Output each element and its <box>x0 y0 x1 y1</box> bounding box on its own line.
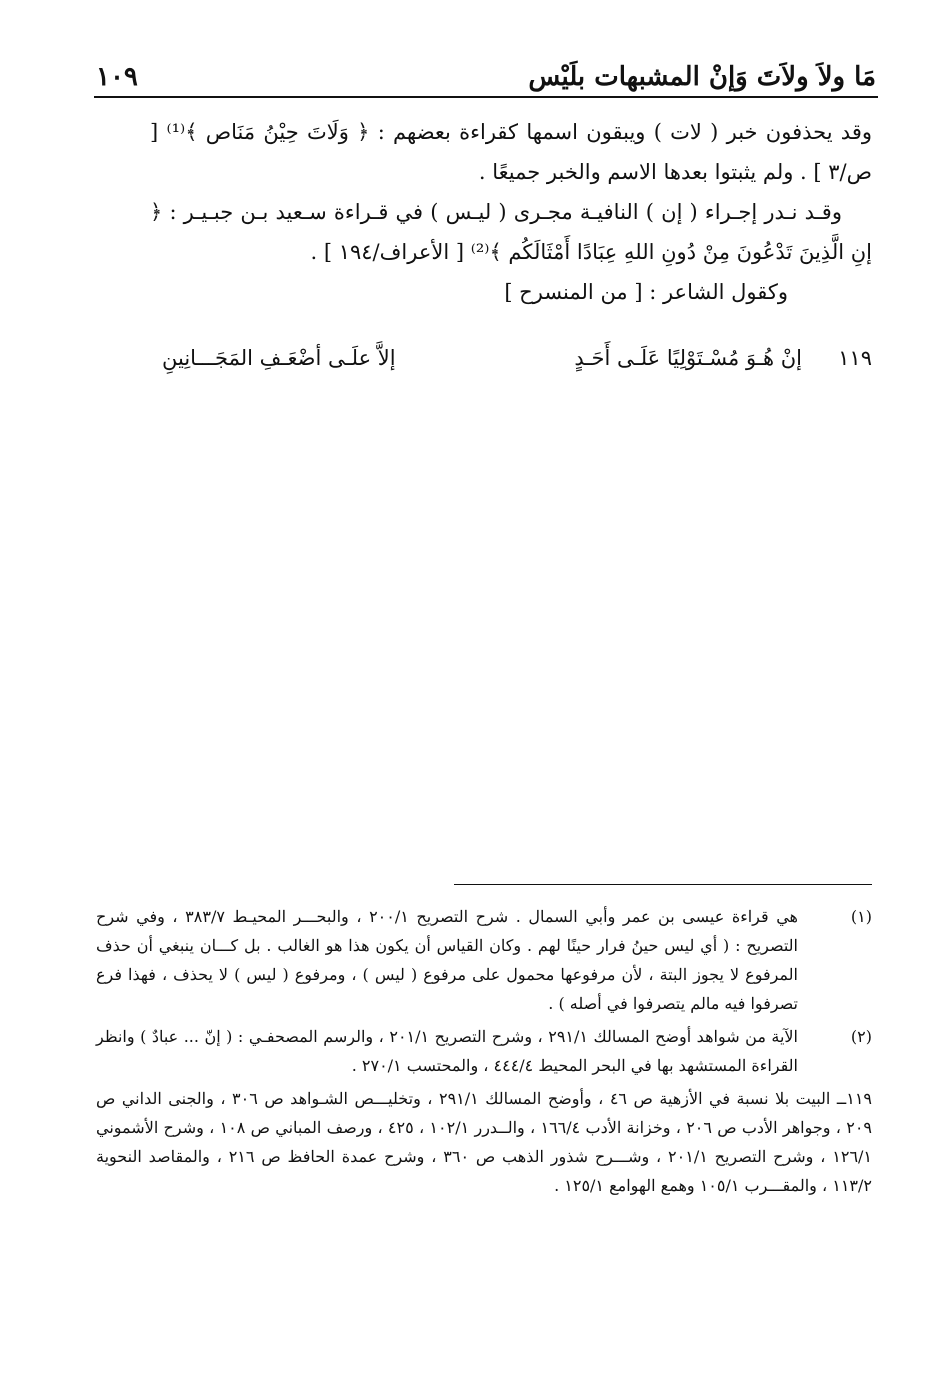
paragraph-in-nafiya: وقـد نـدر إجـراء ( إن ) النافيـة مجـرى ( ليـس ) في قـراءة سـعيد بـن جبـيـر : ﴿ إنِ الَّذِينَ تَدْعُونَ مِنْ دُونِ اللهِ عِبَادًا أَمْثَالَكُم ﴾⁽²⁾ [ الأعراف/١٩٤ ] . <box>150 200 872 264</box>
verse-second-hemistich: إلاَّ علَـى أضْعَـفِ المَجَـــانِينِ <box>162 346 396 370</box>
footnote-1 <box>96 902 872 1018</box>
page-number: ١٠٩ <box>96 62 138 92</box>
footnote-verse-119 <box>96 1084 872 1200</box>
verse-number: ١١٩ <box>838 346 872 370</box>
footnote-mark: (٢) <box>850 1027 872 1046</box>
paragraph-lat: وقد يحذفون خبر ( لات ) ويبقون اسمها كقراءة بعضهم : ﴿ وَلَاتَ حِيْنُ مَنَاص ﴾⁽¹⁾ [ ص/٣ ] . ولم يثبتوا بعدها الاسم والخبر جميعًا . <box>150 120 872 184</box>
footnote-2 <box>96 1022 872 1080</box>
poetry-verse <box>150 338 872 378</box>
running-title: مَا ولاَ ولاَتَ وَإنْ المشبهات بلَيْس <box>528 62 876 92</box>
footnote-text: البيت بلا نسبة في الأزهية ص ٤٦ ، وأوضح المسالك ٢٩١/١ ، وتخليـــص الشـواهد ص ٣٠٦ ، والجنى الداني ص ٢٠٩ ، وجواهر الأدب ص ٢٠٦ ، وخزانة الأدب ١٦٦/٤ ، والــدرر ١٠٢/١ ، ٤٢٥ ، ورصف المباني ص ١٠٨ ، وشرح الأشموني ١٢٦/١ ، وشرح التصريح ٢٠١/١ ، وشـــرح شذور الذهب ص ٣٦٠ ، وشرح عمدة الحافظ ص ٢١٦ ، والمقاصد النحوية ١١٣/٢ ، والمقـــرب ١٠٥/١ وهمع الهوامع ١٢٥/١ . <box>96 1089 873 1195</box>
footnote-mark: (١) <box>850 907 872 926</box>
page-header <box>96 58 876 94</box>
footnote-mark: ١١٩ــ <box>836 1089 873 1108</box>
header-rule <box>94 96 878 98</box>
footnote-text: الآية من شواهد أوضح المسالك ٢٩١/١ ، وشرح التصريح ٢٠١/١ ، والرسم المصحفـي : ( إنّ ... عبادٌ ) وانظر القراءة المستشهد بها في البحر المحيط ٤٤٤/٤ ، والمحتسب ٢٧٠/١ . <box>96 1027 799 1075</box>
verse-first-hemistich: إنْ هُـوَ مُسْـتَوْلِيًا عَلَـى أَحَـدٍ <box>574 346 802 370</box>
main-text <box>150 112 872 312</box>
footnote-text: هي قراءة عيسى بن عمر وأبي السمال . شرح التصريح ٢٠٠/١ ، والبحـــر المحيـط ٣٨٣/٧ ، وفي شرح التصريح : ( أي ليس حينُ فرار حينًا لهم . وكان القياس أن يكون هذا هو الغالب . بل كـــان ينبغي أن حذف المرفوع لا يجوز البتة ، لأن مرفوعها محمول على مرفوع ( ليس ) ، ومرفوع ( ليس ) لا يحذف ، فهذا فرع تصرفوا فيه مالم يتصرفوا في أصله ) . <box>96 907 798 1013</box>
footnote-separator <box>454 884 872 885</box>
poet-intro: وكقول الشاعر : [ من المنسرح ] <box>504 280 788 304</box>
footnotes <box>96 902 872 1204</box>
